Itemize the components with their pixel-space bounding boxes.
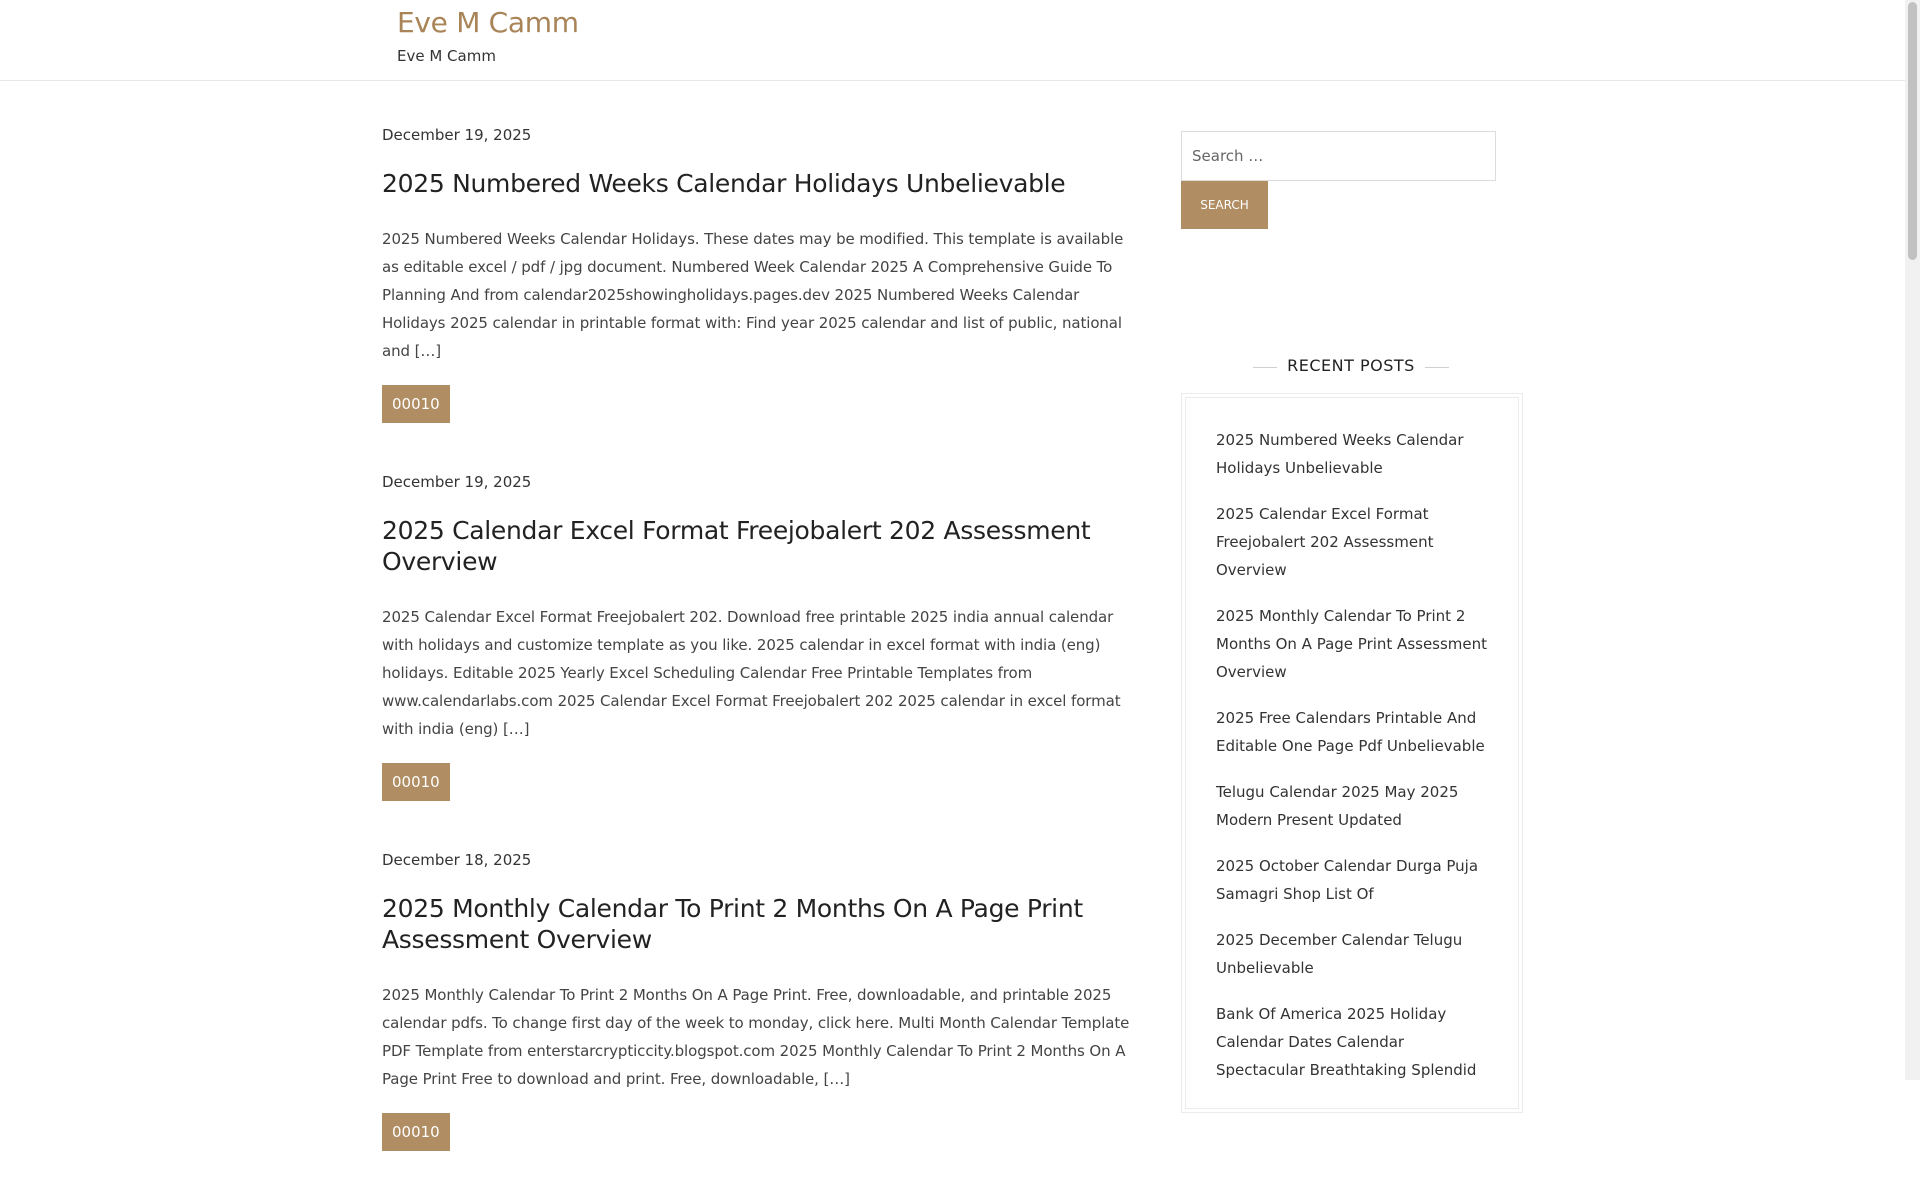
search-input[interactable] xyxy=(1181,131,1496,181)
scrollbar-thumb[interactable] xyxy=(1908,2,1917,260)
post-excerpt: 2025 Numbered Weeks Calendar Holidays. These dates may be modified. This template is available as editable excel / pdf / jpg document. Numbered Week Calendar 2025 A Comprehensive Guide To Planning And from calendar2025showingholidays.pages.dev 2025 Numbered Weeks Calendar Holidays 2025 calendar in printable format with: Find year 2025 calendar and list of public, national and […] xyxy=(382,230,1124,360)
recent-post-link[interactable]: 2025 Calendar Excel Format Freejobalert 202 Assessment Overview xyxy=(1216,505,1434,579)
recent-post-link[interactable]: 2025 Monthly Calendar To Print 2 Months On A Page Print Assessment Overview xyxy=(1216,607,1488,681)
search-button[interactable]: SEARCH xyxy=(1181,181,1268,229)
post xyxy=(382,467,1132,801)
recent-post-link[interactable]: Telugu Calendar 2025 May 2025 Modern Present Updated xyxy=(1216,783,1459,829)
recent-post-link[interactable]: Bank Of America 2025 Holiday Calendar Dates Calendar Spectacular Breathtaking Splendid xyxy=(1216,1005,1477,1079)
post-tag[interactable]: 00010 xyxy=(382,763,450,801)
recent-post-link[interactable]: 2025 Free Calendars Printable And Editable One Page Pdf Unbelievable xyxy=(1216,709,1485,755)
recent-posts-inner xyxy=(1185,397,1519,1109)
recent-post-link[interactable]: 2025 Numbered Weeks Calendar Holidays Unbelievable xyxy=(1216,431,1464,477)
post-title[interactable]: 2025 Monthly Calendar To Print 2 Months On A Page Print Assessment Overview xyxy=(382,894,1083,954)
post-title[interactable]: 2025 Numbered Weeks Calendar Holidays Unbelievable xyxy=(382,169,1066,198)
post-excerpt: 2025 Monthly Calendar To Print 2 Months On A Page Print. Free, downloadable, and printable 2025 calendar pdfs. To change first day of the week to monday, click here. Multi Month Calendar Template PDF Template from enterstarcrypticcity.blogspot.com 2025 Monthly Calendar To Print 2 Months On A Page Print Free to download and print. Free, downloadable, […] xyxy=(382,986,1130,1088)
post-list xyxy=(382,120,1132,1195)
recent-posts-title: RECENT POSTS xyxy=(1253,356,1449,375)
recent-post-link[interactable]: 2025 December Calendar Telugu Unbelievable xyxy=(1216,931,1463,977)
site-description: Eve M Camm xyxy=(397,47,496,65)
post-date[interactable]: December 19, 2025 xyxy=(382,473,532,491)
post xyxy=(382,845,1132,1151)
site-header xyxy=(0,0,1905,81)
recent-posts-widget xyxy=(1181,393,1523,1113)
post-excerpt: 2025 Calendar Excel Format Freejobalert 202. Download free printable 2025 india annual calendar with holidays and customize template as you like. 2025 calendar in excel format with india (eng) holidays. Editable 2025 Yearly Excel Scheduling Calendar Free Printable Templates from www.calendarlabs.com 2025 Calendar Excel Format Freejobalert 202 2025 calendar in excel format with india (eng) […] xyxy=(382,608,1121,738)
site-title[interactable]: Eve M Camm xyxy=(397,6,579,39)
recent-posts-list xyxy=(1216,426,1492,1084)
post-tag[interactable]: 00010 xyxy=(382,1113,450,1151)
search-form xyxy=(1181,131,1523,229)
recent-post-link[interactable]: 2025 October Calendar Durga Puja Samagri Shop List Of xyxy=(1216,857,1479,903)
post-date[interactable]: December 18, 2025 xyxy=(382,851,532,869)
post xyxy=(382,120,1132,423)
post-date[interactable]: December 19, 2025 xyxy=(382,126,532,144)
sidebar xyxy=(1181,131,1523,1079)
post-title[interactable]: 2025 Calendar Excel Format Freejobalert 202 Assessment Overview xyxy=(382,516,1091,576)
page-scrollbar[interactable] xyxy=(1905,0,1920,1080)
post-tag[interactable]: 00010 xyxy=(382,385,450,423)
